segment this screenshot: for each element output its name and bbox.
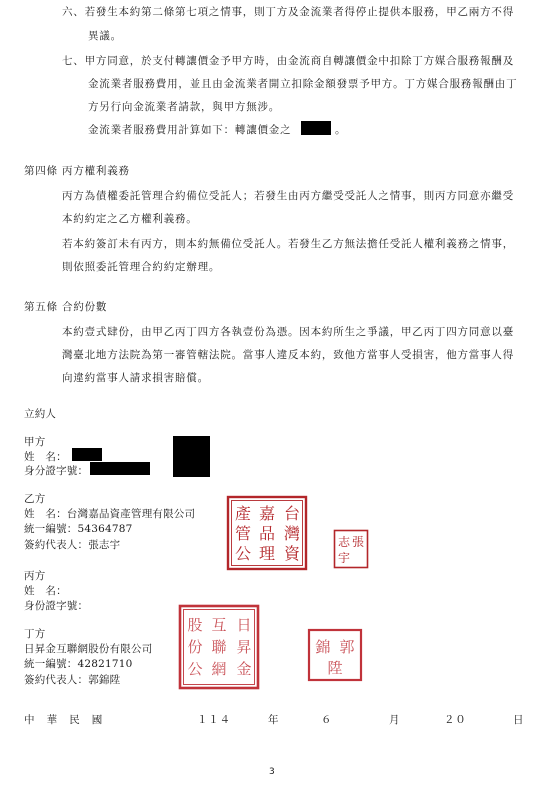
svg-text:錦: 錦: [315, 638, 331, 656]
party-b-name-line: 姓 名：台灣嘉品資產管理有限公司: [24, 508, 196, 520]
party-b-tax-id-line: 統一編號：54364787: [24, 523, 133, 535]
party-a-id-label: 身分證字號：: [24, 465, 89, 477]
party-b-representative-seal: [333, 529, 369, 569]
svg-text:昇: 昇: [236, 638, 252, 656]
date-month: ６: [321, 714, 333, 726]
article-5-line-3: 向違約當事人請求損害賠償。: [62, 372, 209, 384]
svg-text:嘉: 嘉: [258, 504, 276, 523]
svg-text:郭: 郭: [339, 638, 355, 656]
date-day: ２０: [444, 714, 467, 726]
date-day-unit: 日: [513, 714, 525, 726]
svg-text:聯: 聯: [211, 638, 227, 656]
redaction-party-a-id: [90, 462, 150, 475]
svg-text:理: 理: [258, 544, 276, 563]
article-4-p2-line-2: 則依照委託管理合約約定辦理。: [62, 261, 221, 273]
svg-text:日: 日: [236, 616, 252, 634]
date-era-label: 中 華 民 國: [24, 714, 104, 726]
party-b-representative-line: 簽約代表人：張志宇: [24, 539, 121, 551]
article-4-p1-line-2: 本約約定之乙方權利義務。: [62, 213, 198, 225]
party-c-name-label: 姓 名：: [24, 585, 67, 597]
redaction-party-a-seal: [173, 436, 210, 477]
party-d-tax-id-line: 統一編號：42821710: [24, 658, 133, 670]
svg-text:互: 互: [211, 616, 227, 634]
article-5-line-1: 本約壹式肆份，由甲乙丙丁四方各執壹份為憑。因本約所生之爭議，甲乙丙丁四方同意以臺: [62, 326, 514, 338]
party-d-representative-line: 簽約代表人：郭錦陞: [24, 674, 121, 686]
item-7-line-4: 金流業者服務費用計算如下：轉讓價金之: [88, 124, 292, 136]
svg-text:志: 志: [337, 535, 351, 549]
party-d-representative-seal: [307, 628, 363, 682]
svg-text:份: 份: [187, 638, 203, 656]
svg-text:股: 股: [187, 616, 203, 634]
party-d-company-seal: [178, 604, 260, 690]
svg-text:資: 資: [283, 544, 301, 563]
party-d-title: 丁方: [24, 628, 46, 640]
party-d-name-line: 日昇金互聯網股份有限公司: [24, 643, 153, 655]
article-4-p2-line-1: 若本約簽訂未有丙方，則本約無備位受託人。若發生乙方無法擔任受託人權利義務之情事，: [62, 238, 514, 250]
date-year-unit: 年: [268, 714, 280, 726]
svg-text:陞: 陞: [327, 659, 343, 677]
party-b-company-seal: [226, 495, 308, 571]
article-4-p1-line-1: 丙方為債權委託管理合約備位受託人；若發生由丙方繼受受託人之情事，則丙方同意亦繼受: [62, 190, 514, 202]
item-7-line-4-end: 。: [335, 124, 347, 136]
signatories-heading: 立約人: [24, 408, 57, 420]
item-7-line-2: 金流業者服務費用，並且由金流業者開立扣除金額發票予甲方。丁方媒合服務報酬由丁: [88, 78, 518, 90]
party-b-title: 乙方: [24, 493, 46, 505]
item-6-line-2: 異議。: [88, 30, 122, 42]
svg-text:灣: 灣: [283, 524, 301, 543]
item-7-line-1: 七、甲方同意，於支付轉讓價金予甲方時，由金流商自轉讓價金中扣除丁方媒合服務報酬及: [62, 55, 514, 67]
item-6-line-1: 六、若發生本約第二條第七項之情事，則丁方及金流業者得停止提供本服務，甲乙兩方不得: [62, 6, 514, 18]
svg-text:金: 金: [236, 660, 252, 678]
item-7-line-3: 方另行向金流業者請款，與甲方無涉。: [88, 101, 281, 113]
date-year: １１４: [197, 714, 231, 726]
svg-text:管: 管: [234, 524, 252, 543]
article-5-title: 第五條 合約份數: [24, 301, 108, 313]
page-number: 3: [269, 767, 275, 777]
redaction-fee-rate: [301, 121, 331, 135]
date-month-unit: 月: [389, 714, 401, 726]
svg-text:產: 產: [234, 504, 252, 523]
svg-text:公: 公: [234, 544, 252, 563]
party-c-title: 丙方: [24, 570, 46, 582]
party-a-name-label: 姓 名：: [24, 451, 67, 463]
svg-text:宇: 宇: [337, 551, 351, 565]
article-5-line-2: 灣臺北地方法院為第一審管轄法院。當事人違反本約，致他方當事人受損害，他方當事人得: [62, 349, 514, 361]
svg-text:張: 張: [351, 535, 365, 549]
svg-text:台: 台: [283, 504, 301, 523]
party-c-id-label: 身份證字號：: [24, 600, 89, 612]
party-a-title: 甲方: [24, 436, 46, 448]
svg-text:公: 公: [187, 660, 203, 678]
article-4-title: 第四條 丙方權利義務: [24, 165, 130, 177]
redaction-party-a-name: [72, 448, 102, 461]
svg-text:品: 品: [258, 524, 276, 543]
svg-text:網: 網: [211, 660, 227, 678]
